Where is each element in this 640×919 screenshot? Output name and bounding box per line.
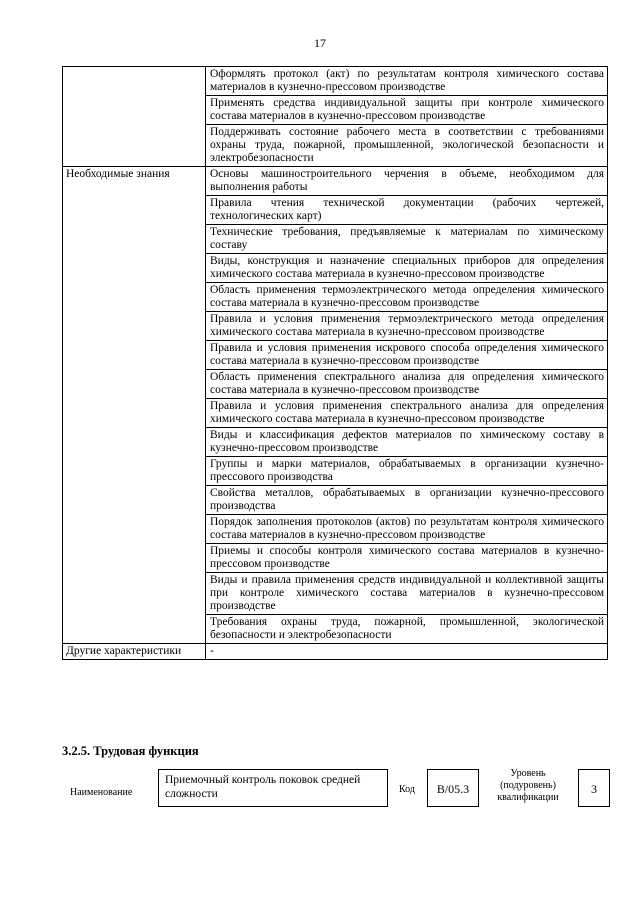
row-text: Требования охраны труда, пожарной, промышленной, экологической безопасности и электробезопасности [206, 615, 608, 644]
row-text: Порядок заполнения протоколов (актов) по результатам контроля химического состава материалов в кузнечно-прессовом производстве [206, 515, 608, 544]
row-label: Необходимые знания [63, 167, 206, 644]
row-text: Основы машиностроительного черчения в объеме, необходимом для выполнения работы [206, 167, 608, 196]
level-label: Уровень (подуровень) квалификации [497, 768, 559, 803]
row-text: Правила и условия применения искрового способа определения химического состава материала в кузнечно-прессовом производстве [206, 341, 608, 370]
row-text: Правила чтения технической документации (рабочих чертежей, технологических карт) [206, 196, 608, 225]
row-label: Другие характеристики [63, 644, 206, 660]
row-text: Правила и условия применения спектрального анализа для определения химического состава материала в кузнечно-прессовом производстве [206, 399, 608, 428]
row-text: Область применения термоэлектрического метода определения химического состава материала в кузнечно-прессовом производстве [206, 283, 608, 312]
row-text: Применять средства индивидуальной защиты при контроле химического состава материалов в кузнечно-прессовом производстве [206, 96, 608, 125]
row-text: Область применения спектрального анализа для определения химического состава материала в кузнечно-прессовом производстве [206, 370, 608, 399]
table-row [63, 644, 608, 660]
section-title: 3.2.5. Трудовая функция [62, 744, 199, 758]
table-row [63, 67, 608, 96]
row-text: Технические требования, предъявляемые к материалам по химическому составу [206, 225, 608, 254]
row-text: Свойства металлов, обрабатываемых в организации кузнечно-прессового производства [206, 486, 608, 515]
row-text: Группы и марки материалов, обрабатываемых в организации кузнечно-прессового производства [206, 457, 608, 486]
row-label [63, 67, 206, 167]
level-value: 3 [578, 769, 610, 807]
row-text: Оформлять протокол (акт) по результатам контроля химического состава материалов в кузнечно-прессовом производстве [206, 67, 608, 96]
row-text: Приемы и способы контроля химического состава материалов в кузнечно-прессовом производстве [206, 544, 608, 573]
name-label: Наименование [70, 787, 133, 798]
row-text: Правила и условия применения термоэлектрического метода определения химического состава материала в кузнечно-прессовом производстве [206, 312, 608, 341]
row-text: - [206, 644, 608, 660]
code-label: Код [399, 784, 415, 795]
row-text: Виды и правила применения средств индивидуальной и коллективной защиты при контроле химического состава материалов в кузнечно-прессовом производстве [206, 573, 608, 615]
code-value: B/05.3 [427, 769, 479, 807]
knowledge-table [62, 66, 608, 660]
row-text: Виды и классификация дефектов материалов по химическому составу в кузнечно-прессовом производстве [206, 428, 608, 457]
row-text: Виды, конструкция и назначение специальных приборов для определения химического состава материала в кузнечно-прессовом производстве [206, 254, 608, 283]
row-text: Поддерживать состояние рабочего места в соответствии с требованиями охраны труда, пожарной, промышленной, экологической безопасности и электробезопасности [206, 125, 608, 167]
table-row [63, 167, 608, 196]
name-value: Приемочный контроль поковок средней сложности [158, 769, 388, 807]
page-number: 17 [314, 36, 326, 50]
